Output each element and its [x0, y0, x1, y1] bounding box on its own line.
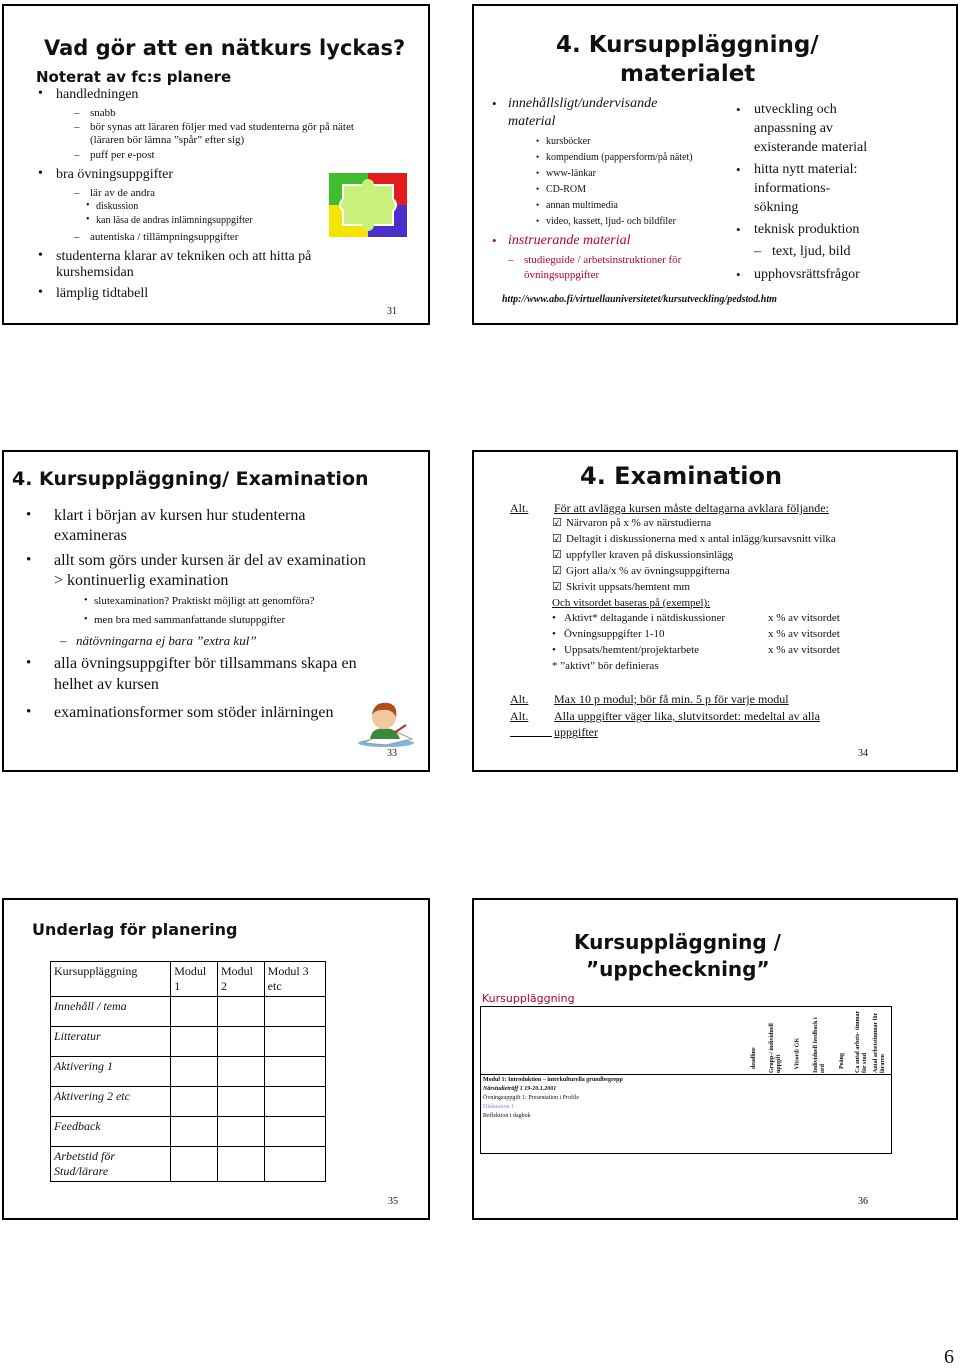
alt-text: Alla uppgifter väger lika, slutvitsordet: medeltal av alla	[554, 709, 820, 723]
slide-35	[2, 898, 430, 1220]
bullet: •	[26, 655, 32, 671]
list-item: kurshemsidan	[56, 265, 134, 280]
alt-text: Max 10 p modul; bör få min. 5 p för varje modul	[554, 692, 789, 706]
list-item: teknisk produktion	[754, 222, 860, 237]
bullet: •	[736, 102, 741, 117]
list-item: CD-ROM	[546, 184, 587, 195]
table-cell	[217, 1087, 264, 1117]
table-cell	[264, 1117, 325, 1147]
bullet: •	[536, 216, 540, 226]
dash: –	[754, 244, 761, 259]
table-row-label: Aktivering 1	[51, 1057, 171, 1087]
grade-value: x % av vitsordet	[768, 644, 840, 656]
table-cell	[171, 1087, 218, 1117]
list-item: anpassning av	[754, 121, 833, 136]
list-item: Deltagit i diskussionerna med x antal inlägg/kursavsnitt vilka	[566, 533, 836, 545]
table-row	[51, 1057, 326, 1087]
slide-32	[472, 4, 958, 325]
table-row: Övningsuppgift 1: Presentation i Profile	[483, 1095, 579, 1101]
list-item: slutexamination? Praktiskt möjligt att genomföra?	[94, 595, 315, 607]
slide-number: 31	[387, 306, 397, 317]
list-item: bör synas att läraren följer med vad studenterna gör på nätet	[90, 121, 354, 133]
list-item: övningsuppgifter	[524, 269, 600, 281]
table-cell	[171, 1117, 218, 1147]
list-item: > kontinuerlig examination	[54, 572, 229, 589]
table-row-label: Innehåll / tema	[51, 997, 171, 1027]
table-cell	[264, 1057, 325, 1087]
table-row: Närstudieträff 1 19-20.1.2001	[483, 1086, 557, 1092]
bullet: •	[736, 222, 741, 237]
list-item: upphovsrättsfrågor	[754, 267, 860, 282]
list-item: bra övningsuppgifter	[56, 167, 174, 182]
list-item: autentiska / tillämpningsuppgifter	[90, 231, 239, 243]
table-cell	[264, 1147, 325, 1182]
list-item: kursböcker	[546, 136, 591, 147]
bullet: •	[492, 233, 497, 248]
table-cell	[217, 1027, 264, 1057]
table-cell	[217, 997, 264, 1027]
puzzle-icon	[329, 173, 407, 237]
table-cell	[264, 1087, 325, 1117]
column-headers	[730, 1008, 892, 1072]
bullet: •	[536, 168, 540, 178]
table-row-label: Litteratur	[51, 1027, 171, 1057]
slide-31-title: Vad gör att en nätkurs lyckas?	[44, 36, 406, 60]
list-item: sökning	[754, 200, 799, 215]
dash: –	[508, 254, 514, 266]
bullet: •	[26, 704, 32, 720]
student-writing-icon	[356, 699, 416, 747]
column-header: Poäng	[839, 1052, 845, 1069]
planning-table	[50, 961, 326, 1182]
list-item: (läraren bör lämna ”spår” efter sig)	[90, 134, 245, 146]
column-header: Vitsord/ GK	[794, 1037, 801, 1070]
dash: –	[60, 633, 67, 648]
label: Kursuppläggning	[482, 992, 575, 1005]
bullet: •	[26, 552, 32, 568]
bullet: •	[26, 507, 32, 523]
slide-33-title: 4. Kursuppläggning/ Examination	[12, 468, 369, 490]
slide-31-subtitle: Noterat av fc:s planere	[36, 68, 232, 86]
slide-35-title: Underlag för planering	[32, 920, 238, 939]
slide-number: 36	[858, 1196, 868, 1207]
list-item: instruerande material	[508, 233, 631, 248]
table-row-label: Aktivering 2 etc	[51, 1087, 171, 1117]
table-row	[51, 1027, 326, 1057]
list-item: snabb	[90, 107, 116, 119]
list-item: lär av de andra	[90, 187, 156, 199]
dash: –	[74, 231, 80, 243]
table-cell	[264, 1027, 325, 1057]
table-row	[51, 997, 326, 1027]
list-item: Skrivit uppsats/hemtent mm	[566, 581, 691, 593]
slide-number: 35	[388, 1196, 398, 1207]
table-cell	[171, 997, 218, 1027]
bullet: •	[552, 644, 556, 656]
table-cell	[217, 1117, 264, 1147]
list-item: examinationsformer som stöder inlärningen	[54, 704, 334, 721]
list-item: uppfyller kraven på diskussionsinlägg	[566, 549, 734, 561]
bullet: •	[84, 595, 88, 606]
checkbox-icon: ☑	[552, 580, 562, 593]
table-row	[51, 962, 326, 997]
list-item: studieguide / arbetsinstruktioner för	[524, 254, 682, 266]
list-item: existerande material	[754, 140, 868, 155]
checkbox-icon: ☑	[552, 564, 562, 577]
table-cell	[217, 1057, 264, 1087]
column-header: deadline	[751, 1047, 757, 1069]
bullet: •	[38, 86, 43, 101]
grade-label: Aktivt* deltagande i nätdiskussioner	[564, 612, 725, 624]
slide-number: 34	[858, 748, 868, 759]
list-item: www-länkar	[546, 168, 596, 179]
list-item: Närvaron på x % av närstudierna	[566, 517, 712, 529]
table-header-cell: Modul 2	[217, 962, 264, 997]
grade-label: Uppsats/hemtent/projektarbete	[564, 644, 700, 656]
page-number: 6	[944, 1346, 954, 1368]
bullet: •	[86, 200, 90, 211]
bullet: •	[536, 184, 540, 194]
list-item: alla övningsuppgifter bör tillsammans skapa en	[54, 655, 357, 672]
link-url[interactable]: http://www.abo.fi/virtuellauniversitetet/kursutveckling/pedstod.htm	[502, 294, 777, 305]
column-header: Individuell feedback i ord	[813, 1017, 826, 1073]
checkbox-icon: ☑	[552, 532, 562, 545]
list-item: Gjort alla/x % av övningsuppgifterna	[566, 565, 730, 577]
list-item: diskussion	[96, 201, 139, 212]
footnote: * ”aktivt” bör definieras	[552, 660, 659, 672]
slide-36	[472, 898, 958, 1220]
column-header: Grupp-/ individuell uppgift	[769, 1023, 782, 1073]
list-item: material	[508, 114, 556, 129]
list-item: men bra med sammanfattande slutuppgifter	[94, 614, 286, 626]
list-item: annan multimedia	[546, 200, 618, 211]
table-row-label: Arbetstid för Stud/lärare	[51, 1147, 171, 1182]
column-header: Antal arbetstimmar för läraren	[873, 1012, 886, 1073]
list-item: video, kassett, ljud- och bildfiler	[546, 216, 676, 227]
list-item: handledningen	[56, 87, 139, 102]
list-item: allt som görs under kursen är del av examination	[54, 552, 366, 569]
grade-heading: Och vitsordet baseras på (exempel):	[552, 597, 711, 609]
dash: –	[74, 149, 80, 161]
bullet: •	[552, 628, 556, 640]
bullet: •	[536, 136, 540, 146]
slide-34	[472, 450, 958, 772]
slide-32-title-2: materialet	[620, 61, 756, 87]
list-item: examineras	[54, 527, 127, 544]
table-row: Diskussion 1	[483, 1104, 515, 1110]
dash: –	[74, 107, 80, 119]
list-item: text, ljud, bild	[772, 244, 851, 259]
alt-text: uppgifter	[554, 725, 598, 739]
list-item: studenterna klarar av tekniken och att hitta på	[56, 249, 312, 264]
bullet: •	[736, 162, 741, 177]
alt-label: Alt.	[510, 501, 529, 515]
bullet: •	[552, 612, 556, 624]
table-cell	[217, 1147, 264, 1182]
table-header-cell: Kursuppläggning	[51, 962, 171, 997]
list-item: innehållsligt/undervisande	[508, 96, 658, 111]
table-row	[51, 1147, 326, 1182]
bullet: •	[736, 267, 741, 282]
grade-value: x % av vitsordet	[768, 628, 840, 640]
alt-label: Alt.	[510, 692, 529, 706]
table-row	[51, 1117, 326, 1147]
table-header-cell: Modul 3 etc	[264, 962, 325, 997]
checkbox-icon: ☑	[552, 548, 562, 561]
table-cell	[171, 1027, 218, 1057]
bullet: •	[38, 248, 43, 263]
bullet: •	[84, 614, 88, 625]
slide-32-title-1: 4. Kursuppläggning/	[556, 32, 819, 58]
list-item: kompendium (pappersform/på nätet)	[546, 152, 693, 163]
table-row: Modul 1: Introduktion – interkulturella grundbegrepp	[483, 1077, 623, 1083]
table-cell	[264, 997, 325, 1027]
slide-34-title: 4. Examination	[580, 462, 783, 490]
bullet: •	[86, 214, 90, 225]
slide-36-title-2: ”uppcheckning”	[586, 957, 770, 981]
dash: –	[74, 121, 80, 133]
underline-rule	[510, 736, 552, 737]
bullet: •	[38, 166, 43, 181]
bullet: •	[536, 152, 540, 162]
table-cell	[171, 1147, 218, 1182]
table-row-label: Feedback	[51, 1117, 171, 1147]
list-item: hitta nytt material:	[754, 162, 858, 177]
dash: –	[74, 187, 80, 199]
list-item: lämplig tidtabell	[56, 286, 149, 301]
alt-label: Alt.	[510, 709, 529, 723]
slide-31	[2, 4, 430, 325]
table-header-cell: Modul 1	[171, 962, 218, 997]
slide-33	[2, 450, 430, 772]
list-item: informations-	[754, 181, 831, 196]
table-row: Reflektion i dagbok	[483, 1113, 531, 1119]
list-item: kan läsa de andras inlämningsuppgifter	[96, 215, 253, 226]
slide-number: 33	[387, 748, 397, 759]
grade-label: Övningsuppgifter 1-10	[564, 628, 665, 640]
checkbox-icon: ☑	[552, 516, 562, 529]
column-header: Ca antal arbets- timmar för stud	[855, 1010, 868, 1073]
grade-value: x % av vitsordet	[768, 612, 840, 624]
table-cell	[171, 1057, 218, 1087]
list-item: puff per e-post	[90, 149, 155, 161]
list-item: utveckling och	[754, 102, 837, 117]
list-item: klart i början av kursen hur studenterna	[54, 507, 306, 524]
bullet: •	[536, 200, 540, 210]
list-item: nätövningarna ej bara ”extra kul”	[76, 633, 257, 648]
table-row	[51, 1087, 326, 1117]
slide-36-title-1: Kursuppläggning /	[574, 930, 781, 954]
list-item: helhet av kursen	[54, 676, 159, 693]
bullet: •	[492, 96, 497, 111]
bullet: •	[38, 285, 43, 300]
intro-text: För att avlägga kursen måste deltagarna avklara följande:	[554, 501, 829, 515]
